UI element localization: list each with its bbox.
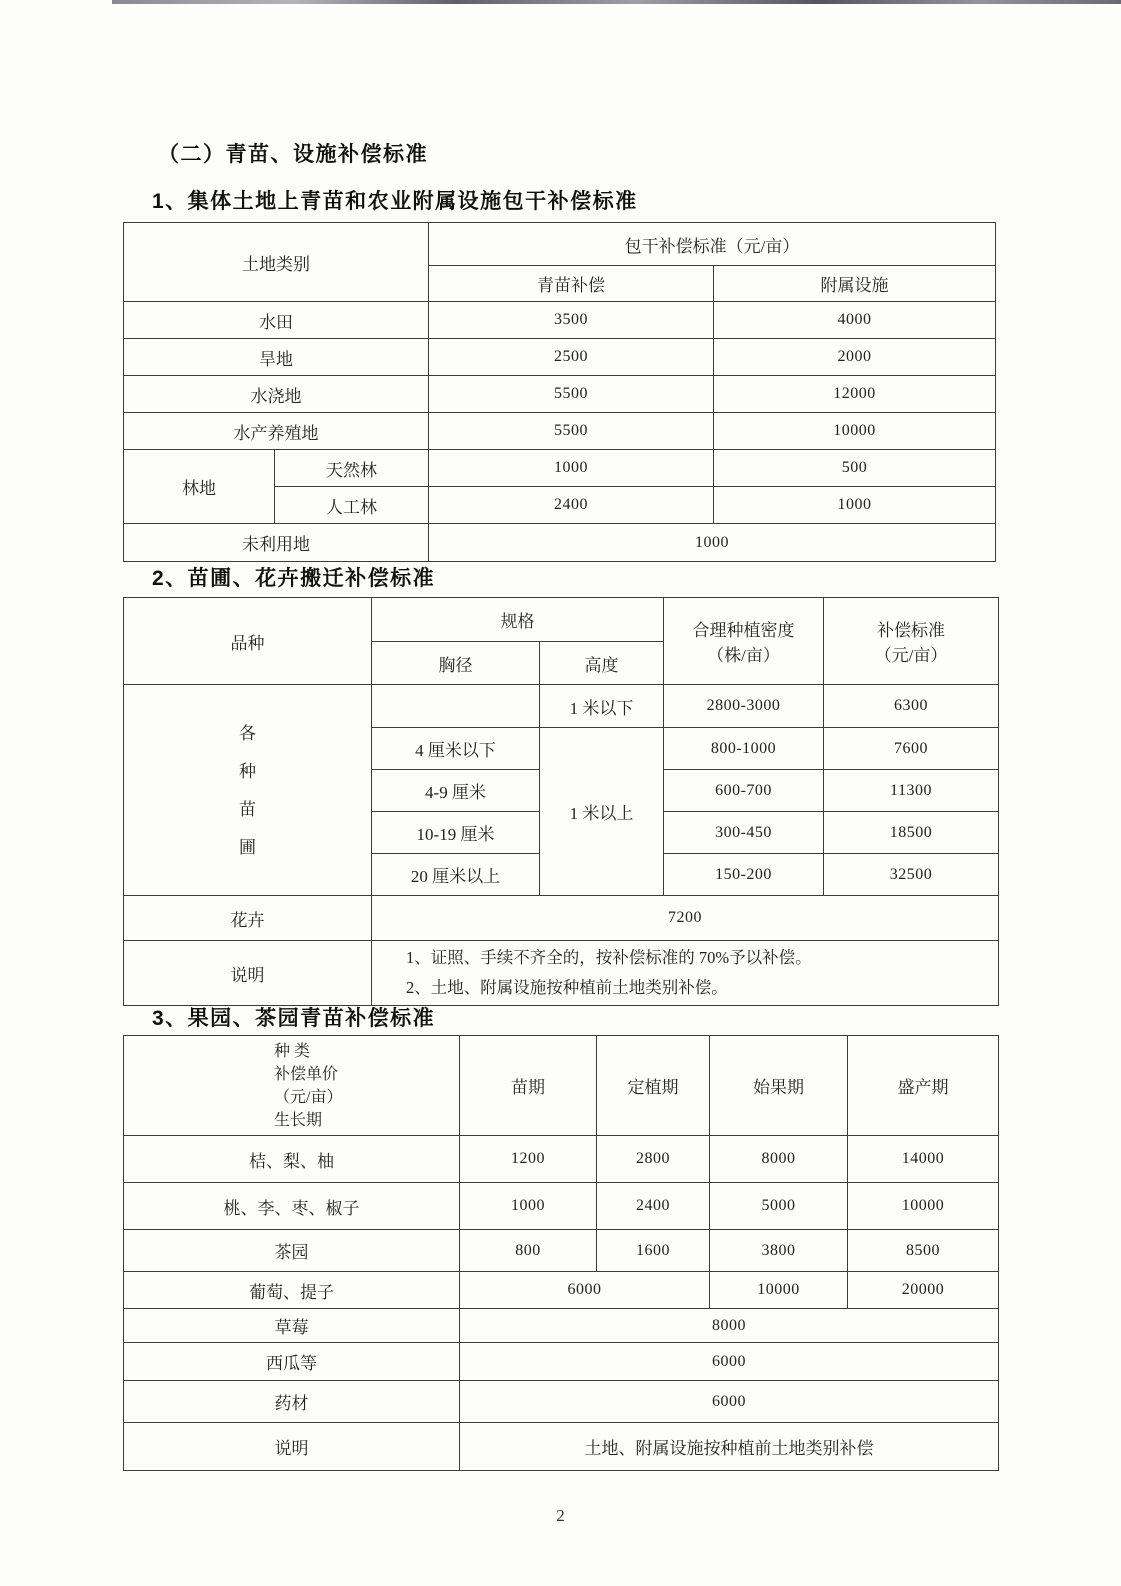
forest-type-cell: 人工林 (275, 487, 429, 524)
corner-header-cell: 种 类 补偿单价 （元/亩） 生长期 (124, 1036, 460, 1136)
table-row (124, 524, 996, 562)
density-cell: 800-1000 (664, 728, 824, 770)
flower-label-cell: 花卉 (124, 896, 372, 941)
crop-name-cell: 桃、李、枣、椒子 (124, 1183, 460, 1230)
note-label-cell: 说明 (124, 941, 372, 1006)
note-text-cell: 土地、附属设施按种植前土地类别补偿 (460, 1423, 999, 1471)
crop-comp-cell: 5500 (429, 413, 714, 450)
table-row (124, 1309, 999, 1343)
stage-value-cell: 20000 (848, 1272, 999, 1309)
density-cell: 300-450 (664, 812, 824, 854)
table-row (124, 1423, 999, 1471)
stage-value-cell: 6000 (460, 1272, 710, 1309)
crop-name-cell: 西瓜等 (124, 1343, 460, 1381)
crop-name-cell: 桔、梨、柚 (124, 1136, 460, 1183)
dbh-cell: 4 厘米以下 (372, 728, 540, 770)
table-row (124, 685, 999, 728)
stage-header-cell: 始果期 (710, 1036, 848, 1136)
table-row (124, 302, 996, 339)
stage-value-cell: 3800 (710, 1230, 848, 1272)
table-row (124, 1183, 999, 1230)
facility-header-cell: 附属设施 (714, 266, 996, 302)
standard-cell: 32500 (824, 854, 999, 896)
dbh-cell: 20 厘米以上 (372, 854, 540, 896)
variety-vertical-label: 各 种 苗 圃 (239, 723, 256, 857)
facility-cell: 4000 (714, 302, 996, 339)
table-header-row (124, 223, 996, 266)
subheading-1: 1、集体土地上青苗和农业附属设施包干补偿标准 (152, 190, 638, 213)
height-group-cell: 1 米以上 (540, 728, 664, 896)
density-cell: 2800-3000 (664, 685, 824, 728)
unused-land-value-cell: 1000 (429, 524, 996, 562)
land-type-header-cell: 土地类别 (124, 223, 429, 302)
subheading-2: 2、苗圃、花卉搬迁补偿标准 (152, 567, 436, 590)
table-header-row (124, 598, 999, 642)
table-row (124, 339, 996, 376)
variety-header-cell: 品种 (124, 598, 372, 685)
table-row (124, 1230, 999, 1272)
stage-value-cell: 8500 (848, 1230, 999, 1272)
crop-comp-cell: 3500 (429, 302, 714, 339)
stage-value-cell: 1600 (597, 1230, 710, 1272)
dbh-cell: 4-9 厘米 (372, 770, 540, 812)
table-row (124, 1136, 999, 1183)
stage-value-cell: 2400 (597, 1183, 710, 1230)
density-cell: 150-200 (664, 854, 824, 896)
section-heading: （二）青苗、设施补偿标准 (158, 143, 428, 166)
stage-value-cell: 14000 (848, 1136, 999, 1183)
dbh-cell: 10-19 厘米 (372, 812, 540, 854)
stage-header-cell: 苗期 (460, 1036, 597, 1136)
stage-header-cell: 定植期 (597, 1036, 710, 1136)
merged-value-cell: 6000 (460, 1381, 999, 1423)
facility-cell: 10000 (714, 413, 996, 450)
lumpsum-header-cell: 包干补偿标准（元/亩） (429, 223, 996, 266)
crop-comp-header-cell: 青苗补偿 (429, 266, 714, 302)
land-compensation-table (123, 222, 996, 562)
facility-cell: 12000 (714, 376, 996, 413)
facility-cell: 1000 (714, 487, 996, 524)
stage-value-cell: 1200 (460, 1136, 597, 1183)
nursery-flower-table (123, 597, 999, 1006)
land-type-cell: 水田 (124, 302, 429, 339)
crop-comp-cell: 1000 (429, 450, 714, 487)
height-header-cell: 高度 (540, 642, 664, 685)
crop-comp-cell: 5500 (429, 376, 714, 413)
table-row (124, 896, 999, 941)
land-type-cell: 旱地 (124, 339, 429, 376)
standard-cell: 11300 (824, 770, 999, 812)
stage-value-cell: 10000 (710, 1272, 848, 1309)
standard-cell: 6300 (824, 685, 999, 728)
density-header-cell: 合理种植密度 （株/亩） (664, 598, 824, 685)
stage-value-cell: 800 (460, 1230, 597, 1272)
stage-value-cell: 1000 (460, 1183, 597, 1230)
land-type-cell: 水浇地 (124, 376, 429, 413)
note-label-cell: 说明 (124, 1423, 460, 1471)
crop-name-cell: 药材 (124, 1381, 460, 1423)
crop-comp-cell: 2500 (429, 339, 714, 376)
table-row (124, 450, 996, 487)
orchard-tea-table (123, 1035, 999, 1471)
crop-name-cell: 葡萄、提子 (124, 1272, 460, 1309)
standard-cell: 7600 (824, 728, 999, 770)
merged-value-cell: 6000 (460, 1343, 999, 1381)
crop-name-cell: 茶园 (124, 1230, 460, 1272)
facility-cell: 500 (714, 450, 996, 487)
spec-header-cell: 规格 (372, 598, 664, 642)
dbh-cell (372, 685, 540, 728)
subheading-3: 3、果园、茶园青苗补偿标准 (152, 1007, 436, 1030)
table-row (124, 1343, 999, 1381)
dbh-header-cell: 胸径 (372, 642, 540, 685)
note-text-cell: 1、证照、手续不齐全的，按补偿标准的 70%予以补偿。 2、土地、附属设施按种植前土地类别补偿。 (372, 941, 999, 1006)
crop-comp-cell: 2400 (429, 487, 714, 524)
table-row (124, 376, 996, 413)
table-header-row (124, 1036, 999, 1136)
scan-artifact-strip (112, 0, 1121, 4)
stage-value-cell: 8000 (710, 1136, 848, 1183)
stage-value-cell: 10000 (848, 1183, 999, 1230)
merged-value-cell: 8000 (460, 1309, 999, 1343)
table-row (124, 413, 996, 450)
table-row (124, 1272, 999, 1309)
crop-name-cell: 草莓 (124, 1309, 460, 1343)
land-type-cell: 水产养殖地 (124, 413, 429, 450)
table-row (124, 941, 999, 1006)
forest-type-cell: 天然林 (275, 450, 429, 487)
stage-value-cell: 2800 (597, 1136, 710, 1183)
standard-cell: 18500 (824, 812, 999, 854)
variety-group-cell (124, 685, 372, 896)
stage-header-cell: 盛产期 (848, 1036, 999, 1136)
flower-value-cell: 7200 (372, 896, 999, 941)
unused-land-cell: 未利用地 (124, 524, 429, 562)
stage-value-cell: 5000 (710, 1183, 848, 1230)
table-row (124, 1381, 999, 1423)
density-cell: 600-700 (664, 770, 824, 812)
forest-group-cell: 林地 (124, 450, 275, 524)
height-cell: 1 米以下 (540, 685, 664, 728)
page-number: 2 (556, 1506, 565, 1525)
standard-header-cell: 补偿标准 （元/亩） (824, 598, 999, 685)
facility-cell: 2000 (714, 339, 996, 376)
